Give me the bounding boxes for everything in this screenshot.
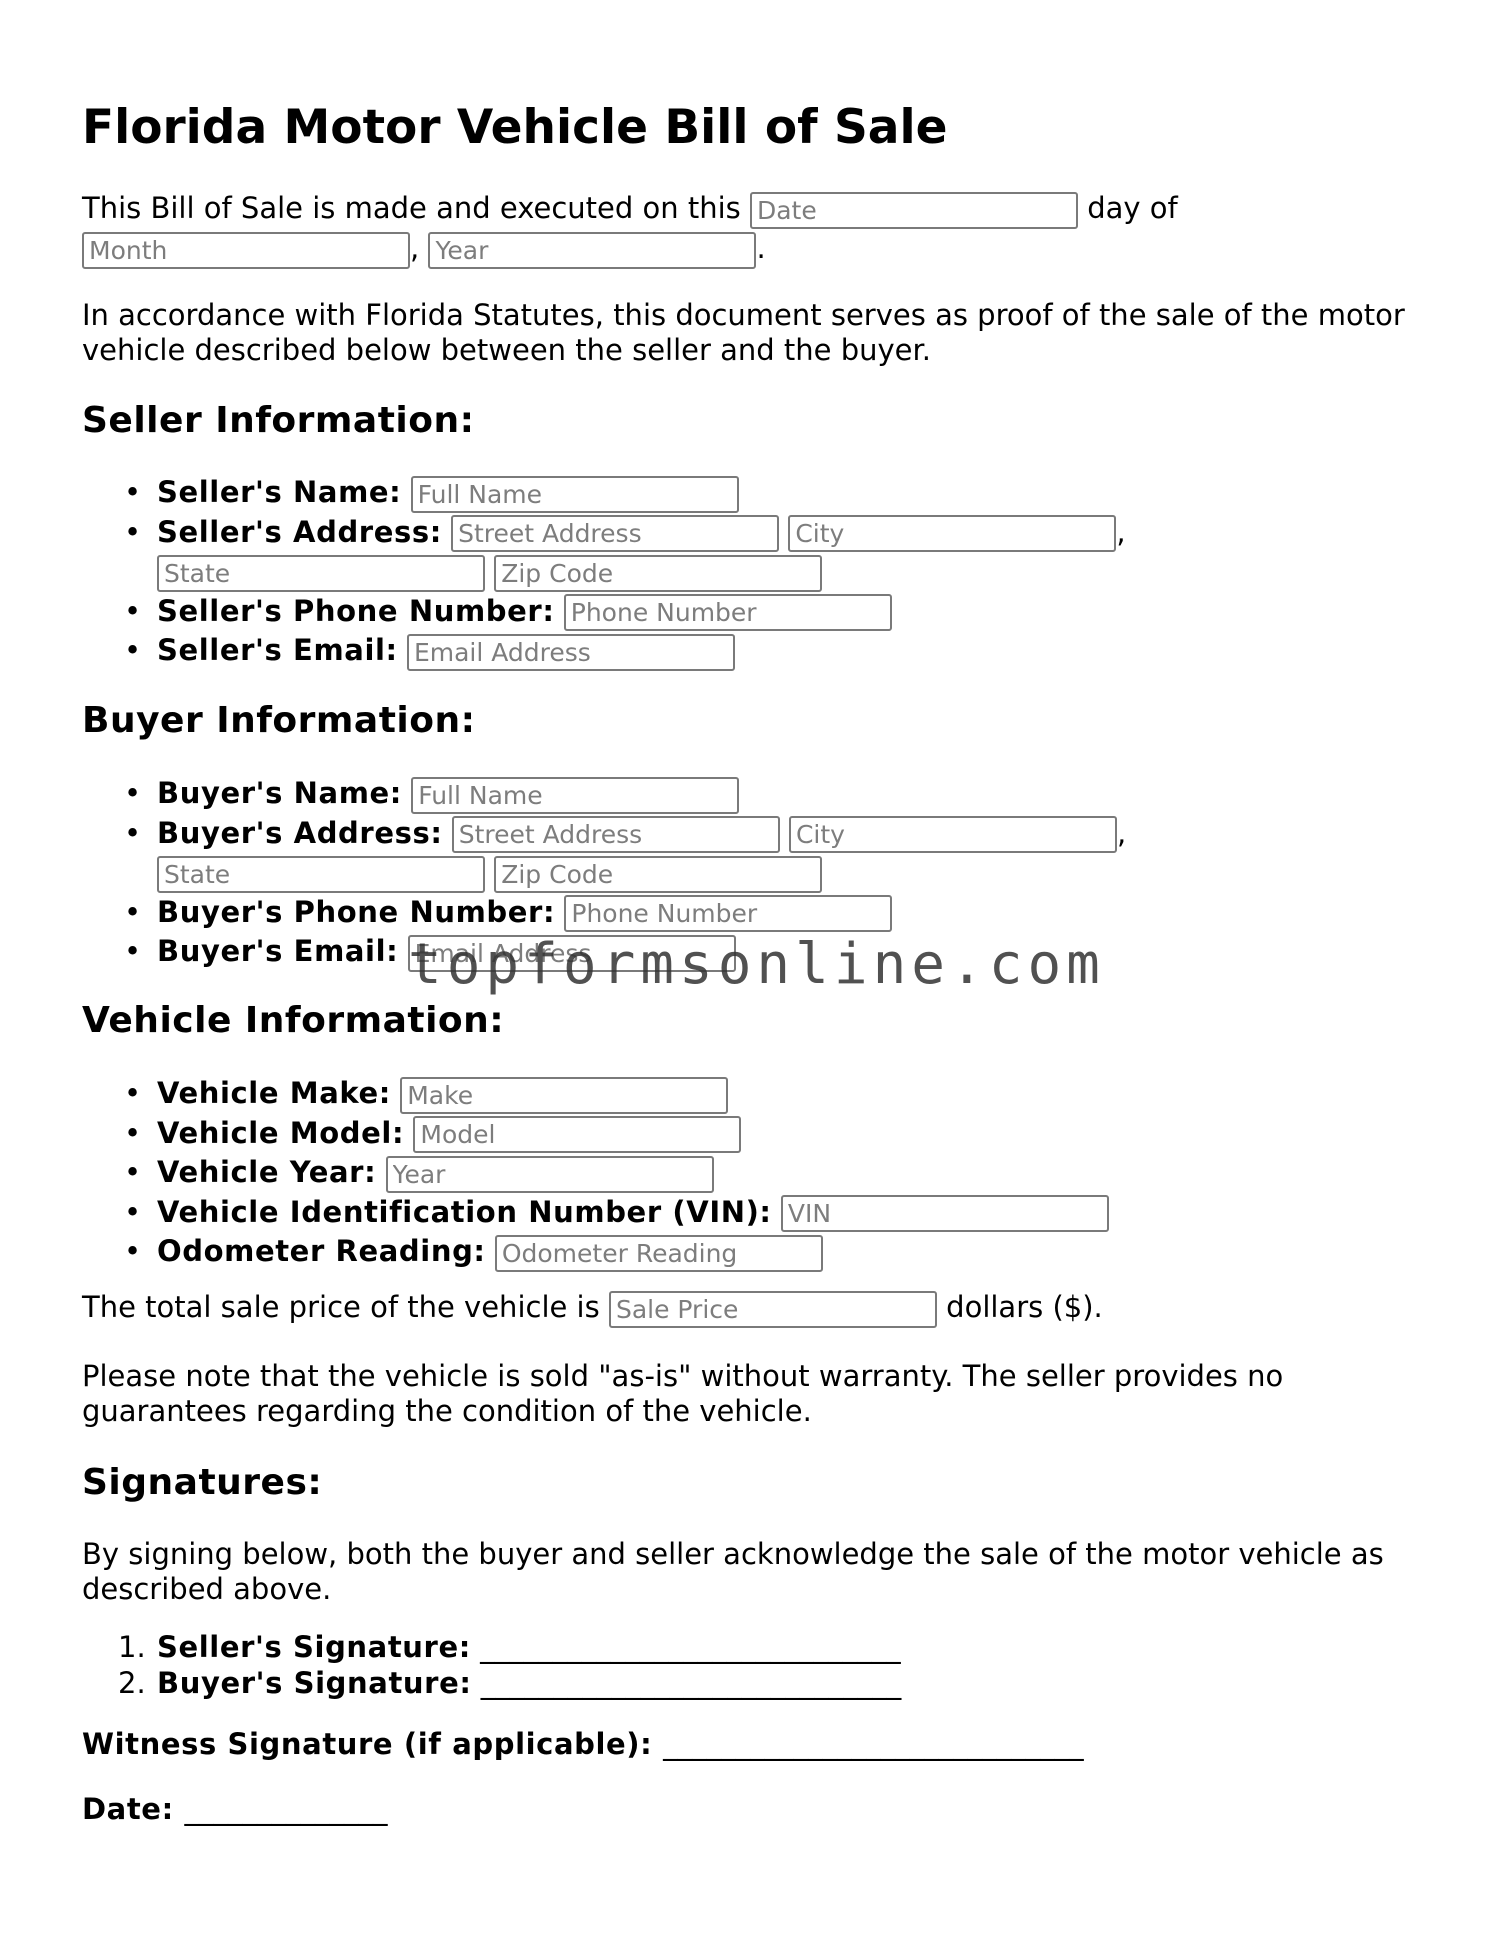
vehicle-year-label: Vehicle Year: xyxy=(157,1155,377,1189)
list-item: • Vehicle Identification Number (VIN): VIN xyxy=(82,1193,1109,1233)
buyer-state-field[interactable] xyxy=(157,856,485,893)
seller-phone-label: Seller's Phone Number: xyxy=(157,593,555,628)
buyer-signature-label: Buyer's Signature: xyxy=(157,1666,472,1700)
list-item: 1. Seller's Signature: _____________________________ xyxy=(118,1630,901,1664)
vehicle-heading: Vehicle Information: xyxy=(82,1000,505,1041)
day-of-text: day of xyxy=(1087,191,1178,225)
buyer-heading: Buyer Information: xyxy=(82,700,476,741)
list-item: • Seller's Address: Street Address City , xyxy=(82,513,1126,553)
vin-field[interactable] xyxy=(781,1195,1109,1232)
buyer-zip-field[interactable] xyxy=(494,856,822,893)
seller-signature-label: Seller's Signature: xyxy=(157,1630,471,1664)
signature-list xyxy=(82,1629,901,1701)
list-item: 2. Buyer's Signature: _____________________________ xyxy=(118,1666,902,1700)
date-line[interactable]: ______________ xyxy=(184,1792,388,1826)
buyer-address-label: Buyer's Address: xyxy=(157,815,443,850)
intro-paragraph-line2 xyxy=(82,231,1422,269)
dollars-text: dollars ($). xyxy=(946,1290,1103,1324)
witness-signature-line[interactable]: _____________________________ xyxy=(663,1727,1084,1761)
witness-signature-label: Witness Signature (if applicable): xyxy=(82,1727,653,1761)
vehicle-info-list xyxy=(82,1074,1109,1272)
list-item: • Odometer Reading: Odometer Reading xyxy=(82,1232,1109,1272)
seller-zip-field[interactable] xyxy=(494,555,822,592)
vehicle-year-field[interactable] xyxy=(386,1156,714,1193)
list-item: • Buyer's Email: Email Address xyxy=(82,932,1126,972)
comma-text: , xyxy=(1116,514,1126,549)
sale-price-field[interactable] xyxy=(609,1291,937,1328)
list-item xyxy=(82,853,1126,893)
watermark-text: topformsonline.com xyxy=(408,932,1105,997)
buyer-name-field[interactable] xyxy=(411,777,739,814)
seller-state-field[interactable] xyxy=(157,555,485,592)
seller-name-label: Seller's Name: xyxy=(157,475,402,509)
vehicle-model-field[interactable] xyxy=(413,1116,741,1153)
list-item: • Seller's Name: Full Name xyxy=(82,473,1126,513)
price-text: The total sale price of the vehicle is xyxy=(82,1290,600,1324)
price-paragraph xyxy=(82,1290,1422,1328)
period-text: . xyxy=(756,231,766,265)
list-item: • Buyer's Name: Full Name xyxy=(82,774,1126,814)
vehicle-make-label: Vehicle Make: xyxy=(157,1076,392,1110)
statute-paragraph: In accordance with Florida Statutes, this document serves as proof of the sale of the motor vehicle described below between the seller and the buyer. xyxy=(82,298,1405,367)
list-item: • Seller's Email: Email Address xyxy=(82,631,1126,671)
buyer-street-field[interactable] xyxy=(452,816,780,853)
list-item: • Vehicle Year: Year xyxy=(82,1153,1109,1193)
date-signature xyxy=(82,1792,387,1827)
intro-text: This Bill of Sale is made and executed on this xyxy=(82,191,741,225)
seller-city-field[interactable] xyxy=(788,515,1116,552)
list-item: • Vehicle Make: Make xyxy=(82,1074,1109,1114)
comma-text: , xyxy=(1116,815,1127,850)
buyer-phone-label: Buyer's Phone Number: xyxy=(157,894,556,929)
month-field[interactable] xyxy=(82,232,410,269)
list-item: • Seller's Phone Number: Phone Number xyxy=(82,592,1126,632)
seller-street-field[interactable] xyxy=(451,515,779,552)
witness-signature xyxy=(82,1727,1084,1762)
vehicle-model-label: Vehicle Model: xyxy=(157,1115,405,1150)
buyer-signature-line[interactable]: _____________________________ xyxy=(480,1666,902,1700)
seller-email-label: Seller's Email: xyxy=(157,633,398,667)
signatures-heading: Signatures: xyxy=(82,1462,323,1503)
intro-paragraph xyxy=(82,191,1422,229)
buyer-phone-field[interactable] xyxy=(564,895,892,932)
seller-email-field[interactable] xyxy=(407,634,735,671)
acknowledgement-paragraph: By signing below, both the buyer and seller acknowledge the sale of the motor vehicle as described above. xyxy=(82,1537,1384,1606)
seller-address-label: Seller's Address: xyxy=(157,514,442,549)
buyer-city-field[interactable] xyxy=(789,816,1117,853)
comma-text: , xyxy=(410,231,420,265)
seller-signature-line[interactable]: _____________________________ xyxy=(480,1630,901,1664)
vin-label: Vehicle Identification Number (VIN): xyxy=(157,1194,772,1229)
as-is-paragraph: Please note that the vehicle is sold "as-is" without warranty. The seller provides no guarantees regarding the condition of the vehicle. xyxy=(82,1359,1284,1428)
vehicle-make-field[interactable] xyxy=(400,1077,728,1114)
seller-heading: Seller Information: xyxy=(82,400,475,441)
year-field[interactable] xyxy=(428,232,756,269)
date-field[interactable] xyxy=(750,192,1078,229)
list-item xyxy=(82,552,1126,592)
date-label: Date: xyxy=(82,1792,174,1826)
seller-name-field[interactable] xyxy=(411,476,739,513)
seller-info-list xyxy=(82,473,1126,671)
list-item: • Buyer's Address: Street Address City , xyxy=(82,814,1126,854)
odometer-field[interactable] xyxy=(495,1235,823,1272)
page-title: Florida Motor Vehicle Bill of Sale xyxy=(82,100,948,155)
buyer-email-label: Buyer's Email: xyxy=(157,934,399,968)
odometer-label: Odometer Reading: xyxy=(157,1234,486,1268)
list-item: • Vehicle Model: Model xyxy=(82,1114,1109,1154)
seller-phone-field[interactable] xyxy=(564,594,892,631)
list-item: • Buyer's Phone Number: Phone Number xyxy=(82,893,1126,933)
buyer-name-label: Buyer's Name: xyxy=(157,776,402,810)
